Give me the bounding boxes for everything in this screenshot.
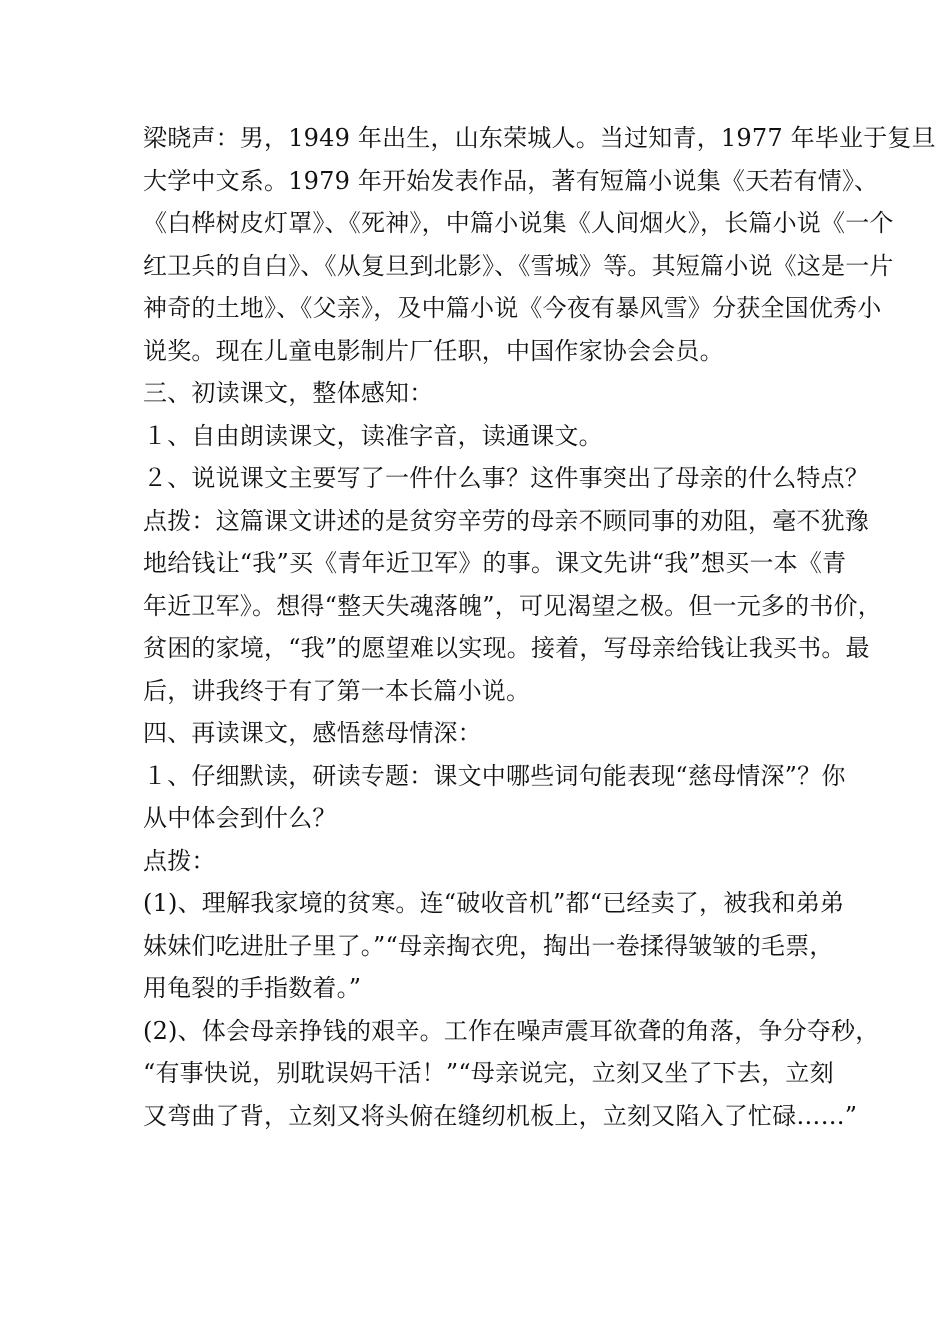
text-line: ２、说说课文主要写了一件什么事？这件事突出了母亲的什么特点？ <box>143 464 869 492</box>
text-line: 说奖。现在儿童电影制片厂任职，中国作家协会会员。 <box>143 336 724 365</box>
text-line: 红卫兵的自白》、《从复旦到北影》、《雪城》等。其短篇小说《这是一片 <box>143 251 894 280</box>
text-line: 梁晓声：男，1949 年出生，山东荣城人。当过知青，1977 年毕业于复旦 <box>143 124 936 152</box>
text-line: 妹妹们吃进肚子里了。”“母亲掏衣兜，掏出一卷揉得皱皱的毛票， <box>143 931 834 960</box>
text-line: 点拨： <box>143 846 216 875</box>
text-line: 《白桦树皮灯罩》、《死神》，中篇小说集《人间烟火》，长篇小说《一个 <box>143 209 894 237</box>
text-line: 神奇的土地》、《父亲》，及中篇小说《今夜有暴风雪》分获全国优秀小 <box>143 294 882 322</box>
text-line: (2)、体会母亲挣钱的艰辛。工作在噪声震耳欲聋的角落，争分夺秒， <box>143 1016 880 1045</box>
text-line: 贫困的家境，“我”的愿望难以实现。接着，写母亲给钱让我买书。最 <box>143 634 870 662</box>
text-line: (1)、理解我家境的贫寒。连“破收音机”都“已经卖了，被我和弟弟 <box>143 889 845 917</box>
section-heading: 四、再读课文，感悟慈母情深： <box>143 719 482 747</box>
text-line: 点拨：这篇课文讲述的是贫穷辛劳的母亲不顾同事的劝阻，毫不犹豫 <box>143 506 869 535</box>
text-line: 地给钱让“我”买《青年近卫军》的事。课文先讲“我”想买一本《青 <box>143 549 847 577</box>
text-line: １、自由朗读课文，读准字音，读通课文。 <box>143 421 603 450</box>
section-heading: 三、初读课文，整体感知： <box>143 379 434 407</box>
text-line: 年近卫军》。想得“整天失魂落魄”，可见渴望之极。但一元多的书价， <box>143 591 882 620</box>
text-line: 又弯曲了背，立刻又将头俯在缝纫机板上，立刻又陷入了忙碌……” <box>143 1101 858 1130</box>
document-body <box>143 117 936 1137</box>
text-line: 从中体会到什么？ <box>143 804 337 832</box>
text-line: 后，讲我终于有了第一本长篇小说。 <box>143 676 531 705</box>
text-line: １、仔细默读，研读专题：课文中哪些词句能表现“慈母情深”？你 <box>143 761 846 790</box>
text-line: “有事快说，别耽误妈干活！”“母亲说完，立刻又坐了下去，立刻 <box>143 1059 834 1087</box>
text-line: 大学中文系。1979 年开始发表作品，著有短篇小说集《天若有情》、 <box>143 166 879 195</box>
text-line: 用龟裂的手指数着。” <box>143 974 362 1002</box>
